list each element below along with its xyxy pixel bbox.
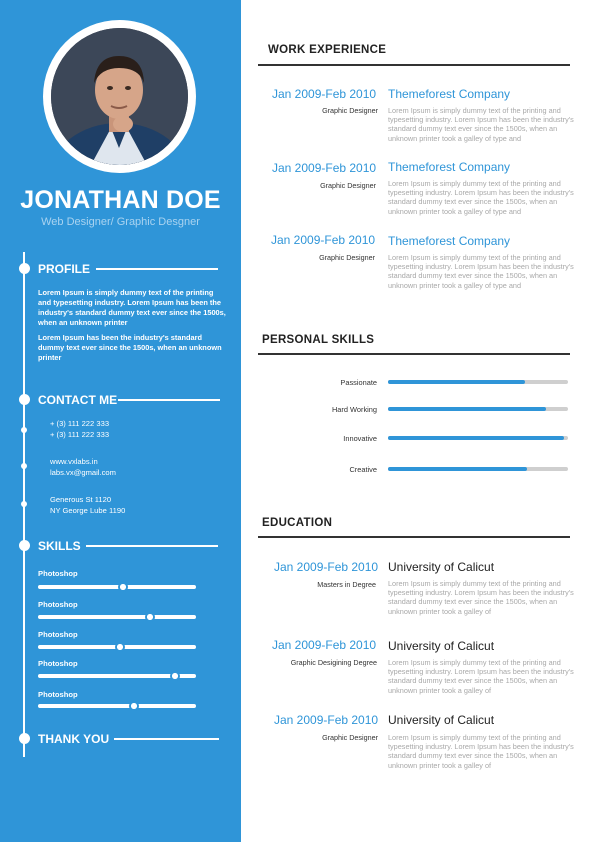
work-date: Jan 2009-Feb 2010 [271, 233, 376, 247]
personal-skill-bar [388, 436, 568, 440]
profile-photo [51, 28, 188, 165]
personal-skill-label: Passionate [340, 378, 377, 387]
phone-dot [21, 427, 27, 433]
skill-slider-knob[interactable] [145, 612, 155, 622]
skill-slider[interactable] [38, 674, 196, 678]
work-experience-heading: WORK EXPERIENCE [268, 44, 387, 56]
skill-label: Photoshop [38, 630, 78, 639]
skill-label: Photoshop [38, 600, 78, 609]
section-rule [96, 268, 218, 270]
timeline-dot [19, 540, 30, 551]
section-rule [118, 399, 220, 401]
website-link[interactable]: www.vxlabs.in [50, 457, 98, 466]
skill-slider[interactable] [38, 645, 196, 649]
section-rule [258, 353, 570, 355]
skill-slider-knob[interactable] [170, 671, 180, 681]
work-role: Graphic Designer [319, 253, 375, 262]
work-description: Lorem Ipsum is simply dummy text of the printing and typesetting industry. Lorem Ipsum has been the industry's standard dummy text ever since the 1500s, when an unknown printer took a galley of type and [388, 253, 574, 290]
work-description: Lorem Ipsum is simply dummy text of the printing and typesetting industry. Lorem Ipsum has been the industry's standard dummy text ever since the 1500s, when an unknown printer took a galley of type and [388, 179, 574, 216]
phone-number: + (3) 111 222 333 [50, 430, 110, 439]
skill-slider-knob[interactable] [129, 701, 139, 711]
work-date: Jan 2009-Feb 2010 [272, 161, 377, 175]
address-line: NY George Lube 1190 [50, 506, 126, 515]
timeline-dot [19, 394, 30, 405]
personal-skill-label: Creative [349, 465, 377, 474]
personal-skill-label: Innovative [343, 434, 377, 443]
profile-paragraph: Lorem Ipsum has been the industry's standard dummy text ever since the 1500s, when an unknown printer [38, 333, 222, 362]
section-rule [114, 738, 219, 740]
skill-slider[interactable] [38, 615, 196, 619]
personal-skill-fill [388, 467, 527, 471]
skill-slider[interactable] [38, 585, 196, 589]
education-school: University of Calicut [388, 713, 495, 727]
thank-you-heading: THANK YOU [38, 732, 110, 746]
skill-label: Photoshop [38, 569, 78, 578]
contact-heading: CONTACT ME [38, 393, 118, 407]
work-role: Graphic Designer [322, 106, 378, 115]
education-degree: Masters in Degree [317, 580, 376, 589]
education-heading: EDUCATION [262, 517, 333, 529]
personal-skill-fill [388, 380, 525, 384]
work-description: Lorem Ipsum is simply dummy text of the printing and typesetting industry. Lorem Ipsum has been the industry's standard dummy text ever since the 1500s, when an unknown printer took a galley of type and [388, 106, 574, 143]
skill-label: Photoshop [38, 659, 78, 668]
profile-heading: PROFILE [38, 262, 91, 276]
personal-skill-bar [388, 407, 568, 411]
work-company: Themeforest Company [388, 234, 511, 248]
personal-skill-label: Hard Working [331, 405, 377, 414]
education-description: Lorem Ipsum is simply dummy text of the printing and typesetting industry. Lorem Ipsum has been the industry's standard dummy text ever since the 1500s, when an unknown printer took a galley of [388, 658, 574, 695]
education-school: University of Calicut [388, 639, 495, 653]
work-role: Graphic Designer [320, 181, 376, 190]
education-date: Jan 2009-Feb 2010 [272, 638, 377, 652]
section-rule [258, 536, 570, 538]
education-description: Lorem Ipsum is simply dummy text of the printing and typesetting industry. Lorem Ipsum has been the industry's standard dummy text ever since the 1500s, when an unknown printer took a galley of [388, 733, 574, 770]
education-date: Jan 2009-Feb 2010 [274, 713, 379, 727]
work-company: Themeforest Company [388, 160, 511, 174]
address-dot [21, 501, 27, 507]
section-rule [258, 64, 570, 66]
education-date: Jan 2009-Feb 2010 [274, 560, 379, 574]
skill-slider-knob[interactable] [115, 642, 125, 652]
work-company: Themeforest Company [388, 87, 511, 101]
timeline-dot [19, 263, 30, 274]
personal-skill-fill [388, 407, 546, 411]
personal-skills-heading: PERSONAL SKILLS [262, 334, 375, 346]
education-degree: Graphic Designer [322, 733, 378, 742]
personal-skill-bar [388, 380, 568, 384]
profile-photo-frame [43, 20, 196, 173]
email-link[interactable]: labs.vx@gmail.com [50, 468, 116, 477]
sidebar [0, 0, 241, 842]
skill-label: Photoshop [38, 690, 78, 699]
timeline-dot [19, 733, 30, 744]
section-rule [86, 545, 218, 547]
skills-heading: SKILLS [38, 539, 81, 553]
skill-slider[interactable] [38, 704, 196, 708]
address-line: Generous St 1120 [50, 495, 112, 504]
web-dot [21, 463, 27, 469]
candidate-name: JONATHAN DOE [20, 186, 221, 214]
profile-paragraph: Lorem Ipsum is simply dummy text of the printing and typesetting industry. Lorem Ipsum has been the industry's standard dummy text ever since the 1500s, when an unknown printer [38, 288, 226, 327]
personal-skill-fill [388, 436, 564, 440]
phone-number: + (3) 111 222 333 [50, 419, 110, 428]
skill-slider-knob[interactable] [118, 582, 128, 592]
candidate-role: Web Designer/ Graphic Desgner [41, 216, 200, 228]
education-description: Lorem Ipsum is simply dummy text of the printing and typesetting industry. Lorem Ipsum has been the industry's standard dummy text ever since the 1500s, when an unknown printer took a galley of [388, 579, 574, 616]
personal-skill-bar [388, 467, 568, 471]
education-school: University of Calicut [388, 560, 495, 574]
education-degree: Graphic Desigining Degree [290, 658, 377, 667]
work-date: Jan 2009-Feb 2010 [272, 87, 377, 101]
